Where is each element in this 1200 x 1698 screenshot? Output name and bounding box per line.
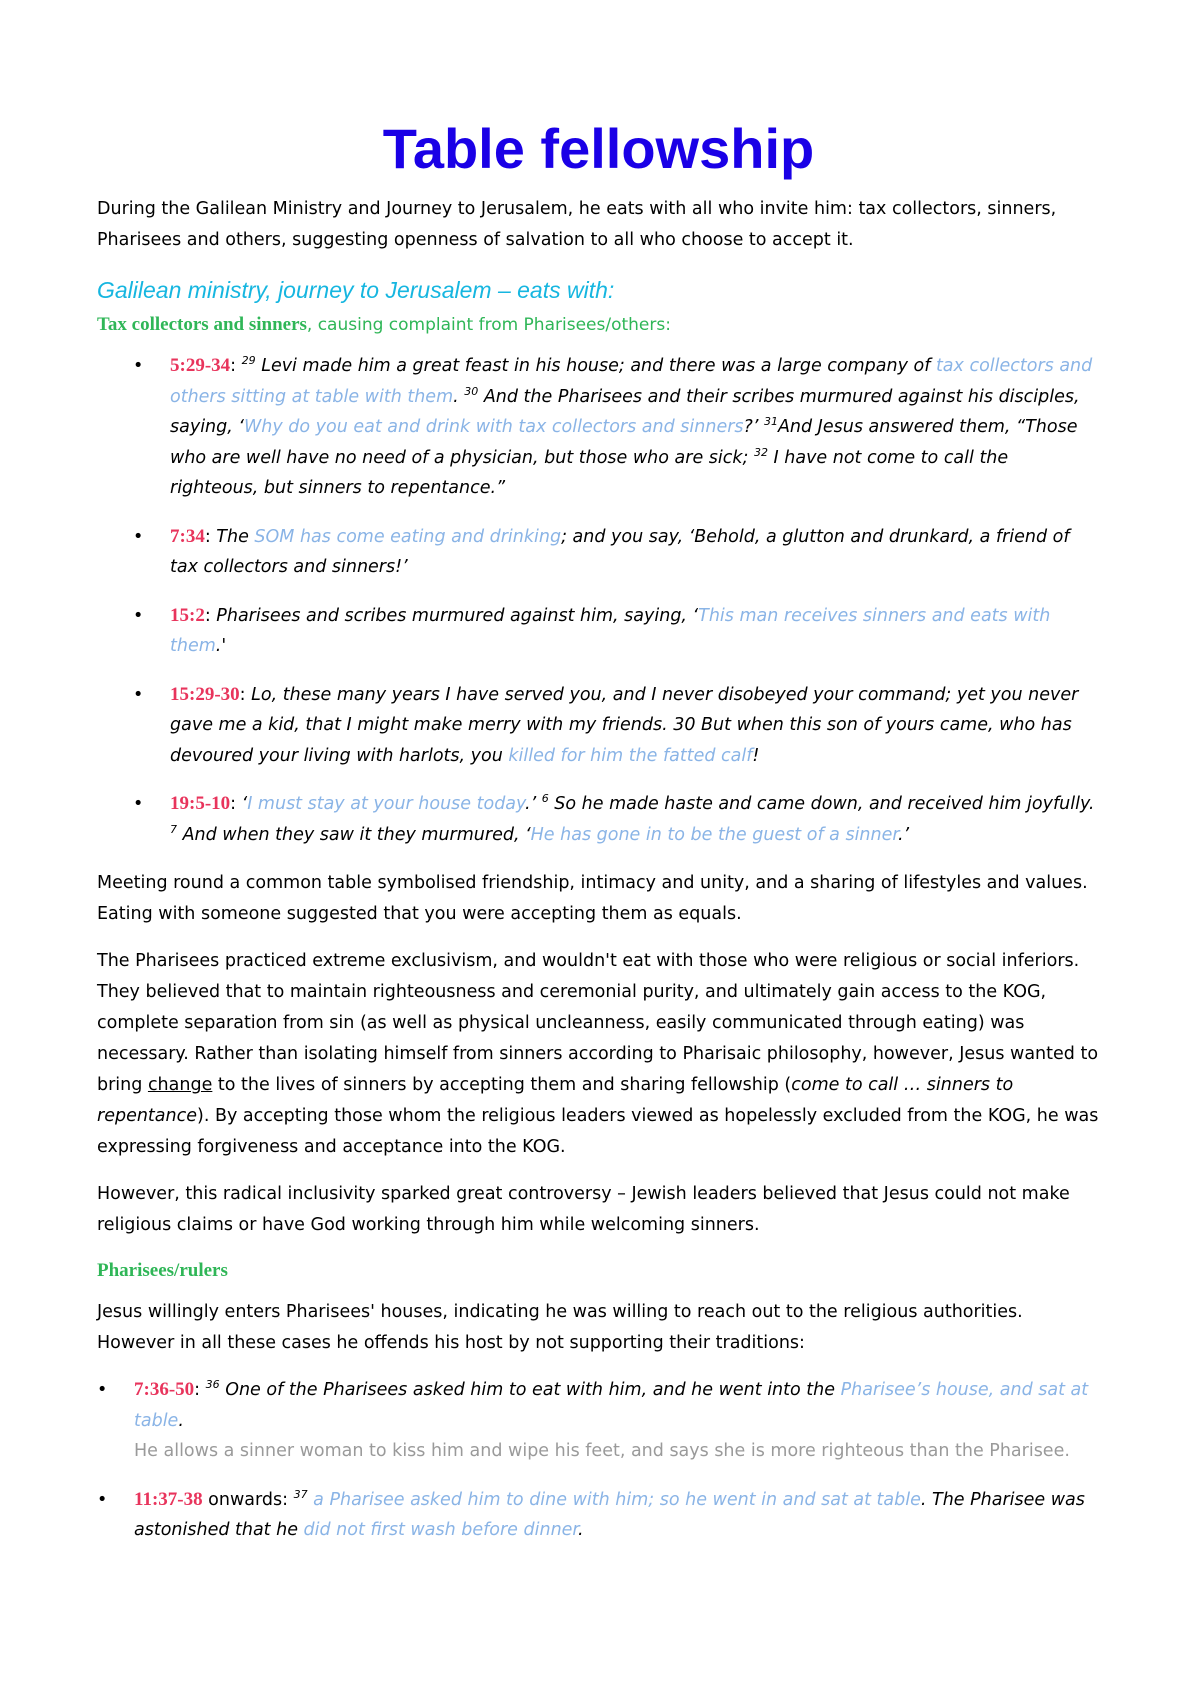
verse-text: .' bbox=[215, 636, 227, 657]
verse-text: . bbox=[178, 1410, 184, 1431]
subheading-bold: Pharisees/rulers bbox=[97, 1260, 228, 1282]
paragraph-pharisees-exclusivism bbox=[97, 946, 1100, 1163]
highlight-text: did not first wash before dinner bbox=[303, 1520, 579, 1541]
verse-reference: 11:37-38 bbox=[134, 1488, 203, 1510]
highlight-text: a Pharisee asked him to dine with him; so he went in and sat at table bbox=[307, 1489, 921, 1510]
verse-text: So he made haste and came down, and received him joyfully. bbox=[548, 794, 1095, 815]
verse-reference: 15:2 bbox=[170, 604, 205, 626]
verse-text: . bbox=[578, 1520, 584, 1541]
verse-number: 32 bbox=[753, 445, 768, 459]
highlight-text: tax collectors and others sitting at table with them bbox=[170, 356, 1093, 407]
verse-text: And Jesus answered them, “Those who are well have no need of a physician, but those who are sick; bbox=[170, 417, 1078, 468]
verse-number: 6 bbox=[541, 792, 549, 806]
list-item: • 5:29-34: $^{29}$ Levi made him a great feast in his house; and there was a large company of tax collectors and others sitting at table with them. $^{30}$ And the Pharisees and their scribes murmured against his disciples, saying, ‘Why do you eat and drink with tax collectors and sinners?’ $^{31}$And Jesus answered them, “Those who are well have no need of a physician, but those who are sick; $^{32}$ I have not come to call the righteous, but sinners to repentance.” bbox=[97, 351, 1100, 504]
verse-text: ‘ bbox=[236, 794, 248, 815]
section-heading-galilean-ministry: Galilean ministry, journey to Jerusalem – eats with: bbox=[97, 276, 615, 303]
subheading-tax-collectors bbox=[97, 311, 1100, 339]
bullet: • bbox=[97, 1380, 108, 1401]
highlight-text: He has gone in to be the guest of a sinner bbox=[530, 824, 898, 845]
verse-number: 29 bbox=[241, 354, 256, 368]
bullet: • bbox=[133, 526, 144, 547]
verse-text: The bbox=[210, 526, 255, 547]
verse-number: 37 bbox=[293, 1487, 308, 1501]
verse-text: Pharisees and scribes murmured against him, saying, ‘ bbox=[210, 605, 699, 626]
verse-text: Levi made him a great feast in his house; and there was a large company of bbox=[255, 356, 936, 377]
paragraph-pharisees-houses: Jesus willingly enters Pharisees' houses, indicating he was willing to reach out to the religious authorities. However in all these cases he offends his host by not supporting their traditions: bbox=[97, 1302, 1023, 1354]
paragraph-text: The Pharisees practiced extreme exclusivism, and wouldn't eat with those who were religious or social inferiors. They believed that to maintain righteousness and ceremonial purity, and ultimately gain access to the KOG, complete separation from sin (as well as physical uncleanness, easily communicated through eating) was necessary. Rather than isolating himself from sinners according to Pharisaic philosophy, however, Jesus wanted to bring bbox=[97, 951, 1099, 1096]
verse-number: 30 bbox=[464, 384, 479, 398]
bullet: • bbox=[97, 1489, 108, 1510]
paragraph-text: ). By accepting those whom the religious leaders viewed as hopelessly excluded from the KOG, he was expressing forgiveness and acceptance into the KOG. bbox=[97, 1106, 1099, 1158]
bullet: • bbox=[133, 794, 144, 815]
verse-reference: 5:29-34 bbox=[170, 355, 231, 377]
list-item: • 15:2: Pharisees and scribes murmured against him, saying, ‘This man receives sinners and eats with them.' bbox=[97, 601, 1100, 662]
highlight-text: I must stay at your house today bbox=[247, 794, 526, 815]
verse-list-tax-collectors bbox=[97, 351, 1100, 850]
verse-text: .’ bbox=[525, 794, 542, 815]
verse-text: ! bbox=[752, 745, 760, 766]
verse-text: I have not come to call the righteous, but sinners to repentance.” bbox=[170, 447, 1009, 499]
verse-number: 31 bbox=[763, 415, 778, 429]
verse-number: 7 bbox=[170, 822, 177, 836]
bullet: • bbox=[133, 356, 144, 377]
commentary-note: He allows a sinner woman to kiss him and wipe his feet, and says she is more righteous than the Pharisee. bbox=[134, 1441, 1070, 1462]
page-title: Table fellowship bbox=[382, 117, 815, 180]
verse-text: Lo, these many years I have served you, and I never disobeyed your command; yet you never gave me a kid, that I might make merry with my friends. 30 But when this son of yours came, who has devoured your living with harlots, you bbox=[170, 684, 1079, 766]
bullet: • bbox=[133, 684, 144, 705]
list-item: • 19:5-10: ‘I must stay at your house today.’ $^6$ So he made haste and came down, and received him joyfully. $^7$ And when they saw it they murmured, ‘He has gone in to be the guest of a sinner.’ bbox=[97, 789, 1100, 850]
underlined-text: change bbox=[147, 1075, 213, 1096]
verse-text: And the Pharisees and their scribes murmured against his disciples, saying, ‘ bbox=[170, 386, 1080, 438]
list-item bbox=[97, 1485, 1100, 1546]
verse-list-pharisees bbox=[97, 1375, 1100, 1546]
intro-paragraph: During the Galilean Ministry and Journey to Jerusalem, he eats with all who invite him: tax collectors, sinners, Pharisees and others, suggesting openness of salvation to all who choose to accept it. bbox=[97, 198, 1057, 250]
highlight-text: killed for him the fatted calf bbox=[508, 745, 753, 766]
verse-text: . bbox=[453, 386, 465, 407]
onwards-text: onwards: bbox=[202, 1489, 294, 1510]
highlight-text: Why do you eat and drink with tax collectors and sinners bbox=[243, 417, 744, 438]
bullet: • bbox=[133, 605, 144, 626]
verse-reference: 7:34 bbox=[170, 525, 205, 547]
subheading-rest: , causing complaint from Pharisees/others: bbox=[306, 315, 671, 336]
list-item: • 7:36-50: $^{36}$ One of the Pharisees asked him to eat with him, and he went into the Pharisee’s house, and sat at table. He allows a sinner woman to kiss him and wipe his feet, and says she is more righteous than the Pharisee. bbox=[97, 1375, 1100, 1467]
verse-text: .’ bbox=[897, 824, 910, 845]
verse-reference: 7:36-50 bbox=[134, 1379, 195, 1401]
verse-text: One of the Pharisees asked him to eat with him, and he went into the bbox=[219, 1380, 841, 1401]
highlight-text: This man receives sinners and eats with them bbox=[170, 605, 1051, 657]
paragraph-controversy: However, this radical inclusivity sparked great controversy – Jewish leaders believed that Jesus could not make religious claims or have God working through him while welcoming sinners. bbox=[97, 1184, 1070, 1236]
paragraph-meeting-table: Meeting round a common table symbolised friendship, intimacy and unity, and a sharing of lifestyles and values. Eating with someone suggested that you were accepting them as equals. bbox=[97, 873, 1088, 925]
paragraph-text: to the lives of sinners by accepting them and sharing fellowship ( bbox=[212, 1075, 792, 1096]
verse-reference: 19:5-10 bbox=[170, 793, 231, 815]
highlight-text: SOM has come eating and drinking bbox=[254, 526, 562, 547]
list-item: • 7:34: The SOM has come eating and drinking; and you say, ‘Behold, a glutton and drunkard, a friend of tax collectors and sinners!’ bbox=[97, 522, 1100, 583]
verse-text: And when they saw it they murmured, ‘ bbox=[177, 824, 531, 845]
italic-text: come to call … sinners to repentance bbox=[97, 1075, 1014, 1127]
verse-reference: 15:29-30 bbox=[170, 683, 240, 705]
list-item: • 15:29-30: Lo, these many years I have served you, and I never disobeyed your command; yet you never gave me a kid, that I might make merry with my friends. 30 But when this son of yours came, who has devoured your living with harlots, you killed for him the fatted calf! bbox=[97, 680, 1100, 772]
verse-text: ?’ bbox=[743, 417, 764, 438]
subheading-bold: Tax collectors and sinners bbox=[97, 314, 307, 336]
highlight-text: Pharisee’s house, and sat at table bbox=[134, 1380, 1089, 1431]
verse-number: 36 bbox=[205, 1378, 220, 1392]
verse-text: ; and you say, ‘Behold, a glutton and drunkard, a friend of tax collectors and sinners!’ bbox=[170, 526, 1070, 578]
subheading-pharisees-rulers bbox=[97, 1257, 1100, 1285]
verse-text: . The Pharisee was astonished that he bbox=[134, 1489, 1085, 1541]
